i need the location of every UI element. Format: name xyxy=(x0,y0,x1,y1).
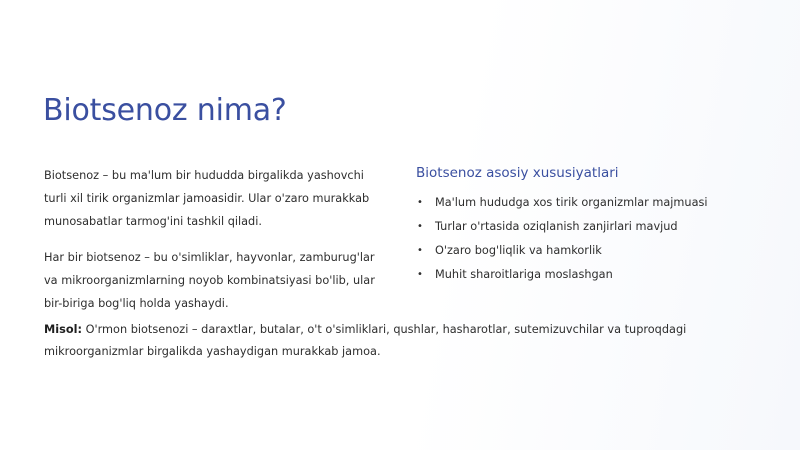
list-item-text: O'zaro bog'liqlik va hamkorlik xyxy=(435,244,602,257)
list-item xyxy=(416,239,756,263)
list-item xyxy=(416,215,756,239)
example-label: Misol: xyxy=(44,323,82,336)
composition-paragraph: Har bir biotsenoz – bu o'simliklar, hayvonlar, zamburug'lar va mikroorganizmlarning noyob kombinatsiyasi bo'lib, ular bir-biriga bog'liq holda yashaydi. xyxy=(44,251,375,310)
list-item-text: Turlar o'rtasida oziqlanish zanjirlari mavjud xyxy=(435,220,678,233)
slide-title: Biotsenoz nima? xyxy=(43,93,287,128)
definition-section xyxy=(44,164,389,328)
definition-paragraph: Biotsenoz – bu ma'lum bir hududda birgalikda yashovchi turli xil tirik organizmlar jamoasidir. Ular o'zaro murakkab munosabatlar tarmog'ini tashkil qiladi. xyxy=(44,169,370,228)
features-section xyxy=(416,163,756,287)
list-item-text: Muhit sharoitlariga moslashgan xyxy=(435,268,613,281)
example-text: O'rmon biotsenozi – daraxtlar, butalar, o't o'simliklari, qushlar, hasharotlar, sutemizuvchilar va tuproqdagi mikroorganizmlar birgalikda yashaydigan murakkab jamoa. xyxy=(44,323,687,358)
features-heading: Biotsenoz asosiy xususiyatlari xyxy=(416,165,619,181)
list-item-text: Ma'lum hududga xos tirik organizmlar majmuasi xyxy=(435,196,708,209)
list-item xyxy=(416,191,756,215)
bullet-icon: • xyxy=(417,269,423,280)
bullet-icon: • xyxy=(417,245,423,256)
bullet-icon: • xyxy=(417,197,423,208)
features-list xyxy=(416,191,756,287)
example-paragraph xyxy=(44,319,764,362)
list-item xyxy=(416,263,756,287)
bullet-icon: • xyxy=(417,221,423,232)
